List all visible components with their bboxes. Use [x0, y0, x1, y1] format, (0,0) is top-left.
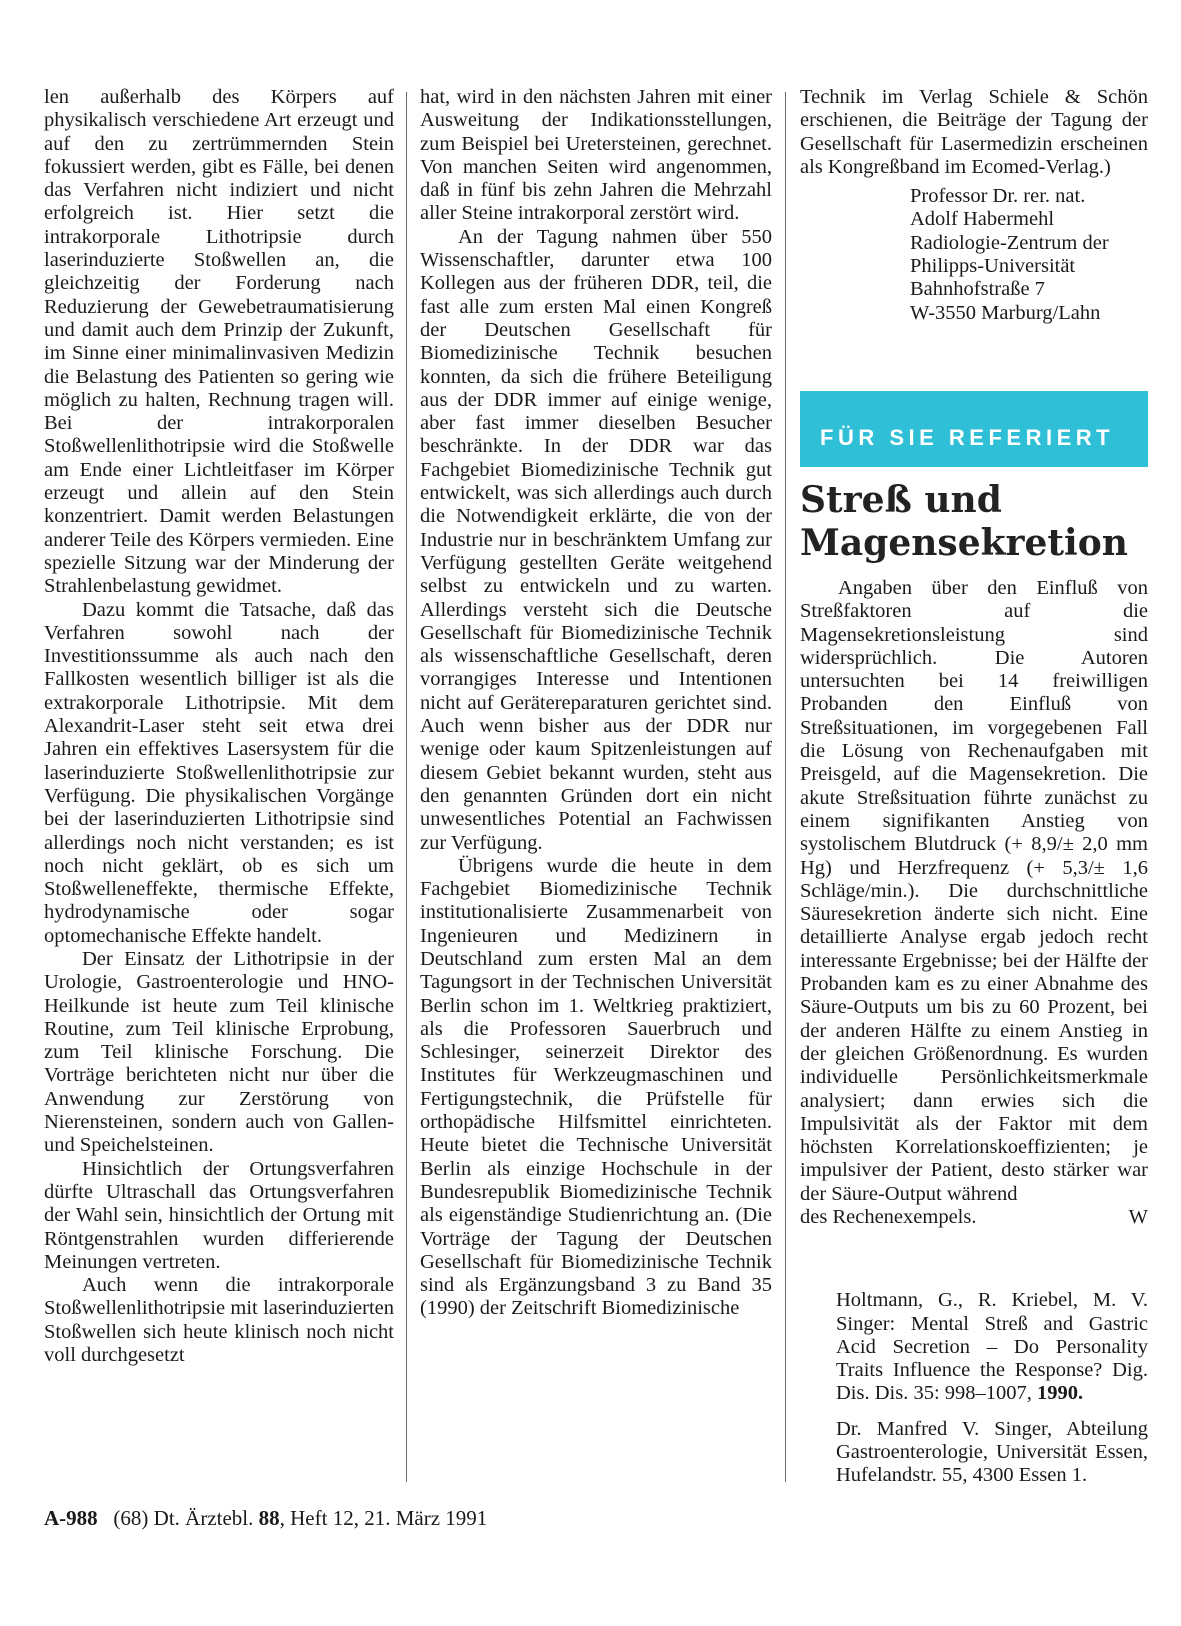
author-line: Adolf Habermehl: [910, 208, 1055, 231]
paragraph: len außerhalb des Körpers auf physikalisch verschiedene Art erzeugt und auf den zu zertrümmernden Stein fokussiert werden, gibt es Fälle, bei denen das Verfahren nicht indiziert und nicht erfolgreich ist. Hier setzt die intrakorporale Lithotripsie durch laserinduzierte Stoßwellen an, die gleichzeitig der Forderung nach Reduzierung der Gewebetraumatisierung und damit auch dem Prinzip der Zukunft, im Sinne einer minimalinvasiven Medizin die Belastung des Patienten so gering wie möglich zu halten, Rechnung tragen will. Bei der intrakorporalen Stoßwellenlithotripsie wird die Stoßwelle am Ende einer Lichtleitfaser im Körper erzeugt und allein auf den Stein konzentriert. Damit werden Belastungen anderer Teile des Körpers vermieden. Eine spezielle Sitzung war der Minderung der Strahlenbelastung gewidmet.: [44, 86, 394, 598]
reference-year: 1990.: [1037, 1382, 1084, 1405]
column-divider: [406, 92, 407, 1482]
author-line: Radiologie-Zentrum der: [910, 231, 1109, 254]
paragraph: hat, wird in den nächsten Jahren mit einer Ausweitung der Indikationsstellungen, zum Beispiel bei Uretersteinen, gerechnet. Von manchen Seiten wird angenommen, daß in fünf bis zehn Jahren die Mehrzahl aller Steine intrakorporal zerstört wird.: [420, 86, 772, 225]
journal-prefix: (68) Dt. Ärztebl.: [113, 1506, 259, 1530]
section-banner-label: FÜR SIE REFERIERT: [820, 424, 1115, 450]
article-body: Angaben über den Einfluß von Streßfaktoren auf die Magensekretionsleistung sind widersprüchlich. Die Autoren untersuchten bei 14 freiwilligen Probanden den Einfluß von Streßsituationen, im vorgegebenen Fall die Lösung von Rechenaufgaben mit Preisgeld, auf die Magensekretion. Die akute Streßsituation führte zunächst zu einem signifikanten Anstieg von systolischem Blutdruck (+ 8,9/± 2,0 mm Hg) und Herzfrequenz (+ 5,3/± 1,6 Schläge/min.). Die durchschnittliche Säuresekretion änderte sich nicht. Eine detaillierte Analyse ergab jedoch recht interessante Ergebnisse; bei der Hälfte der Probanden kam es zu einer Abnahme des Säure-Outputs um bis zu 60 Prozent, bei der anderen Hälfte zu einem Anstieg in der gleichen Größenordnung. Es wurden individuelle Persönlichkeitsmerkmale analysiert; dann erwies sich die Impulsivität als der Faktor mit dem höchsten Korrelationskoeffizienten; je impulsiver der Patient, desto stärker war der Säure-Output während: [800, 576, 1148, 1205]
article-signoff: [800, 1206, 1148, 1229]
references: [800, 1289, 1148, 1487]
author-initial: W: [1128, 1205, 1148, 1228]
journal-issue: , Heft 12, 21. März 1991: [279, 1506, 488, 1530]
column-divider: [785, 92, 786, 1482]
paragraph: Technik im Verlag Schiele & Schön erschienen, die Beiträge der Tagung der Gesellschaft für Lasermedizin erscheinen als Kongreßband im Ecomed-Verlag.): [800, 86, 1148, 178]
paragraph: Hinsichtlich der Ortungsverfahren dürfte Ultraschall das Ortungsverfahren der Wahl sein, hinsichtlich der Ortung mit Röntgenstrahlen wurden differierende Meinungen vertreten.: [44, 1157, 394, 1273]
author-line: W-3550 Marburg/Lahn: [910, 301, 1101, 324]
paragraph: An der Tagung nahmen über 550 Wissenschaftler, darunter etwa 100 Kollegen aus der früheren DDR, teil, die fast alle zum ersten Mal einen Kongreß der Deutschen Gesellschaft für Biomedizinische Technik besuchen konnten, da sich die frühere Beteiligung aus der DDR immer auf einige wenige, aber fast immer dieselben Besucher beschränkte. In der DDR war das Fachgebiet Biomedizinische Technik gut entwickelt, was sich allerdings auch durch die Notwendigkeit erklärte, die von der Industrie nur in beschränktem Umfang zur Verfügung gestellten Geräte weitgehend selbst zu entwickeln und zu warten. Allerdings versteht sich die Deutsche Gesellschaft für Biomedizinische Technik als wissenschaftliche Gesellschaft, deren vorrangiges Interesse und Intentionen nicht auf Gerätereparaturen gerichtet sind. Auch wenn bisher aus der DDR nur wenige oder kaum Spitzenleistungen auf diesem Gebiet bekannt wurden, steht aus den genannten Gründen dort ein nicht unwesentliches Potential an Fachwissen zur Verfügung.: [420, 225, 772, 854]
column-middle: [420, 86, 772, 1321]
page-number: A-988: [44, 1506, 98, 1530]
page-footer: [44, 1506, 487, 1531]
paragraph: Übrigens wurde die heute in dem Fachgebiet Biomedizinische Technik institutionalisierte Zusammenarbeit von Ingenieuren und Medizinern in Deutschland zum ersten Mal an dem Tagungsort in der Technischen Universität Berlin schon im 1. Weltkrieg praktiziert, als die Professoren Sauerbruch und Schlesinger, seinerzeit Direktor des Institutes für Werkzeugmaschinen und Fertigungstechnik, die Prüfstelle für orthopädische Hilfsmittel einrichteten. Heute bietet die Technische Universität Berlin als einzige Hochschule in der Bundesrepublik Biomedizinische Technik als eigenständige Studienrichtung an. (Die Vorträge der Tagung der Deutschen Gesellschaft für Biomedizinische Technik sind als Ergänzungsband 3 zu Band 35 (1990) der Zeitschrift Biomedizinische: [420, 854, 772, 1320]
author-line: Professor Dr. rer. nat.: [910, 185, 1086, 208]
reference-text: Holtmann, G., R. Kriebel, M. V. Singer: Mental Streß and Gastric Acid Secretion – Do Personality Traits Influence the Response? Dig. Dis. Dis. 35: 998–1007,: [836, 1289, 1148, 1405]
reference-citation: [836, 1289, 1148, 1405]
section-banner: [800, 391, 1148, 467]
article-headline: Streß und Magensekretion: [800, 478, 1128, 564]
paragraph: Der Einsatz der Lithotripsie in der Urologie, Gastroenterologie und HNO-Heilkunde ist heute zum Teil klinische Routine, zum Teil klinische Erprobung, zum Teil klinische Forschung. Die Vorträge berichteten nicht nur über die Anwendung zur Zerstörung von Nierensteinen, sondern auch von Gallen- und Speichelsteinen.: [44, 947, 394, 1157]
author-line: Bahnhofstraße 7: [910, 278, 1045, 301]
author-line: Philipps-Universität: [910, 255, 1076, 278]
reference-contact: Dr. Manfred V. Singer, Abteilung Gastroenterologie, Universität Essen, Hufelandstr. 55, 4300 Essen 1.: [836, 1417, 1148, 1487]
author-address: [910, 185, 1148, 325]
paragraph: Auch wenn die intrakorporale Stoßwellenlithotripsie mit laserinduzierten Stoßwellen sich heute klinisch noch nicht voll durchgesetzt: [44, 1274, 394, 1367]
journal-volume: 88: [258, 1506, 280, 1530]
column-right: [800, 86, 1148, 1500]
article-last-line: des Rechenexempels.: [800, 1205, 977, 1228]
paragraph: Dazu kommt die Tatsache, daß das Verfahren sowohl nach der Investitionssumme als auch nach den Fallkosten wesentlich billiger ist als die extrakorporale Lithotripsie. Mit dem Alexandrit-Laser steht seit etwa drei Jahren ein effektives Lasersystem für die laserinduzierte Stoßwellenlithotripsie zur Verfügung. Die physikalischen Vorgänge bei der laserinduzierten Lithotripsie sind allerdings noch nicht verstanden; es ist noch nicht geklärt, ob es sich um Stoßwelleneffekte, thermische Effekte, hydrodynamische oder sogar optomechanische Effekte handelt.: [44, 598, 394, 947]
column-left: [44, 86, 394, 1367]
